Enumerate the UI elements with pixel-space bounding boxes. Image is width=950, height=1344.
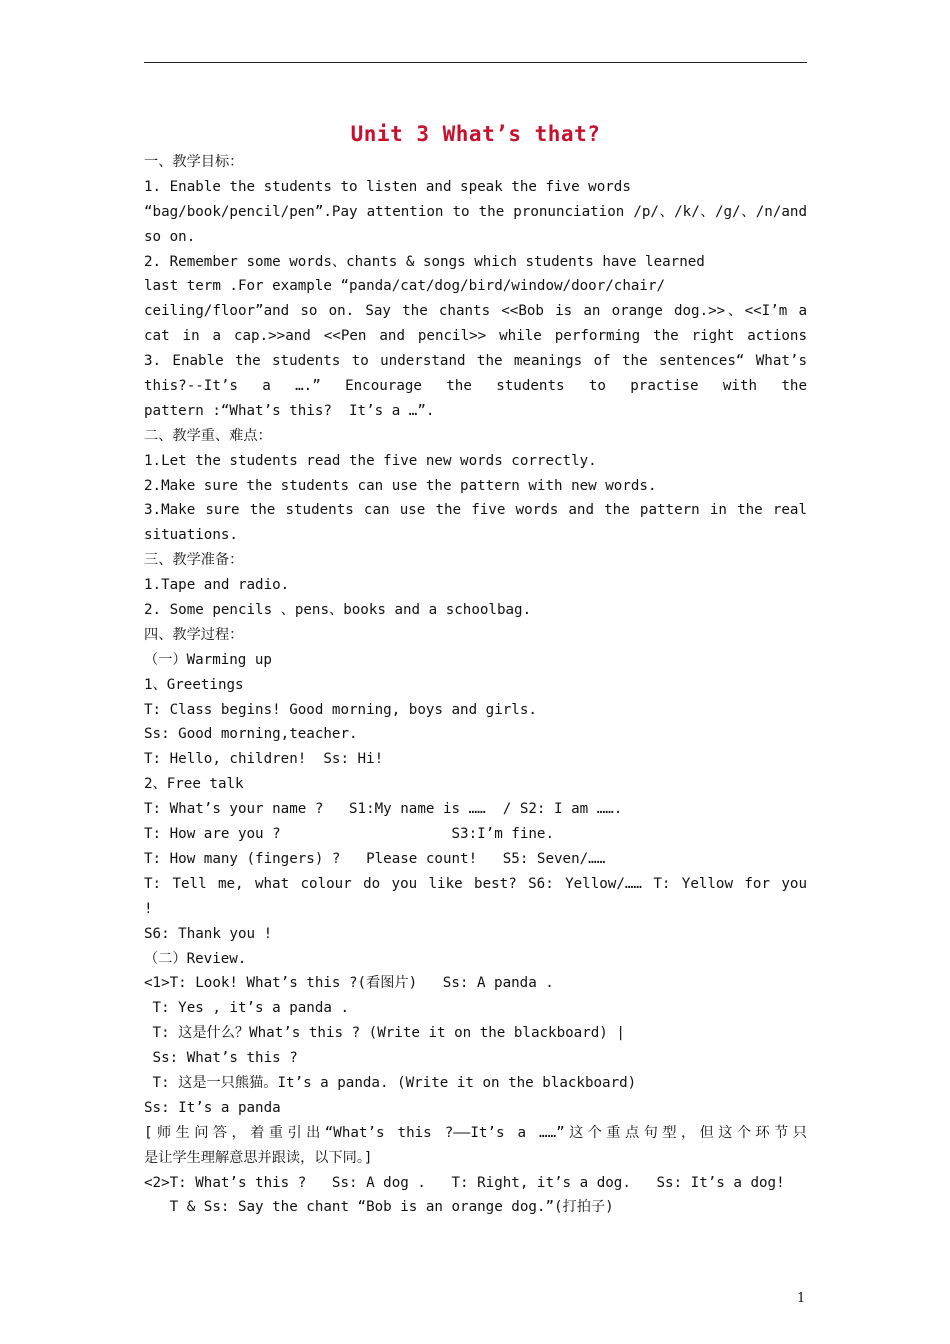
text-line: 1、Greetings bbox=[144, 676, 244, 693]
text-line: 3.Make sure the students can use the five words and the pattern in the real bbox=[144, 502, 807, 519]
document-body bbox=[144, 150, 807, 1220]
text-line: 一、教学目标： bbox=[144, 154, 244, 170]
text-line: （二）Review. bbox=[144, 950, 247, 967]
text-line: T: How are you ? S3:I’m fine. bbox=[144, 826, 554, 843]
text-line: 2、Free talk bbox=[144, 776, 244, 793]
page-title: Unit 3 What’s that? bbox=[350, 122, 601, 146]
text-line: ceiling/floor”and so on. Say the chants <<Bob is an orange dog.>>、<<I’m a bbox=[144, 303, 807, 320]
text-line: [师生问答，着重引出“What’s this ?——It’s a ……”这个重点句型，但这个环节只 bbox=[144, 1124, 807, 1141]
text-line: T: Tell me, what colour do you like best? S6: Yellow/…… T: Yellow for you bbox=[144, 875, 807, 892]
text-line: 3. Enable the students to understand the meanings of the sentences“ What’s bbox=[144, 353, 807, 370]
text-line: 三、教学准备： bbox=[144, 552, 244, 569]
text-line: 四、教学过程： bbox=[144, 626, 244, 643]
text-line: T: What’s your name ? S1:My name is …… / S2: I am ……. bbox=[144, 801, 623, 818]
text-line: 2. Remember some words、chants & songs which students have learned bbox=[144, 253, 705, 270]
text-line: cat in a cap.>>and <<Pen and pencil>> while performing the right actions bbox=[144, 328, 807, 345]
text-line: ! bbox=[144, 900, 153, 917]
text-line: S6: Thank you ! bbox=[144, 925, 273, 942]
text-line: Ss: It’s a panda bbox=[144, 1099, 281, 1116]
text-line: 是让学生理解意思并跟读，以下同。] bbox=[144, 1149, 373, 1166]
text-line: situations. bbox=[144, 527, 238, 544]
text-line: 2.Make sure the students can use the pattern with new words. bbox=[144, 477, 657, 494]
text-line: T: How many (fingers) ? Please count! S5: Seven/…… bbox=[144, 850, 606, 867]
text-line: T: 这是一只熊猫。It’s a panda. (Write it on the blackboard) bbox=[144, 1074, 637, 1091]
text-line: Ss: Good morning,teacher. bbox=[144, 726, 358, 743]
text-line: T: Class begins! Good morning, boys and girls. bbox=[144, 701, 537, 718]
text-line: pattern :“What’s this? It’s a …”. bbox=[144, 402, 435, 419]
text-line: T: Hello, children! Ss: Hi! bbox=[144, 751, 384, 768]
text-line: 1. Enable the students to listen and speak the five words bbox=[144, 178, 631, 195]
text-line: <1>T: Look! What’s this ?(看图片) Ss: A panda . bbox=[144, 975, 554, 992]
text-line: Ss: What’s this ? bbox=[144, 1050, 298, 1067]
text-line: 1.Let the students read the five new words correctly. bbox=[144, 452, 597, 469]
text-line: 二、教学重、难点： bbox=[144, 427, 272, 444]
text-line: T: Yes , it’s a panda . bbox=[144, 1000, 349, 1017]
text-line: T: 这是什么？What’s this ? (Write it on the blackboard) | bbox=[144, 1025, 625, 1042]
text-line: （一）Warming up bbox=[144, 651, 272, 668]
text-line: 1.Tape and radio. bbox=[144, 577, 290, 594]
header-rule bbox=[144, 62, 807, 63]
text-line: T & Ss: Say the chant “Bob is an orange dog.”(打拍子) bbox=[144, 1199, 614, 1216]
text-line: “bag/book/pencil/pen”.Pay attention to the pronunciation /p/、/k/、/g/、/n/and bbox=[144, 203, 807, 220]
text-line: 2. Some pencils 、pens、books and a schoolbag. bbox=[144, 602, 532, 619]
page-number: 1 bbox=[797, 1291, 806, 1306]
text-line: <2>T: What’s this ? Ss: A dog . T: Right, it’s a dog. Ss: It’s a dog! bbox=[144, 1174, 785, 1191]
text-line: so on. bbox=[144, 228, 196, 245]
text-line: last term .For example “panda/cat/dog/bird/window/door/chair/ bbox=[144, 278, 666, 295]
text-line: this?--It’s a ….” Encourage the students to practise with the bbox=[144, 378, 807, 395]
